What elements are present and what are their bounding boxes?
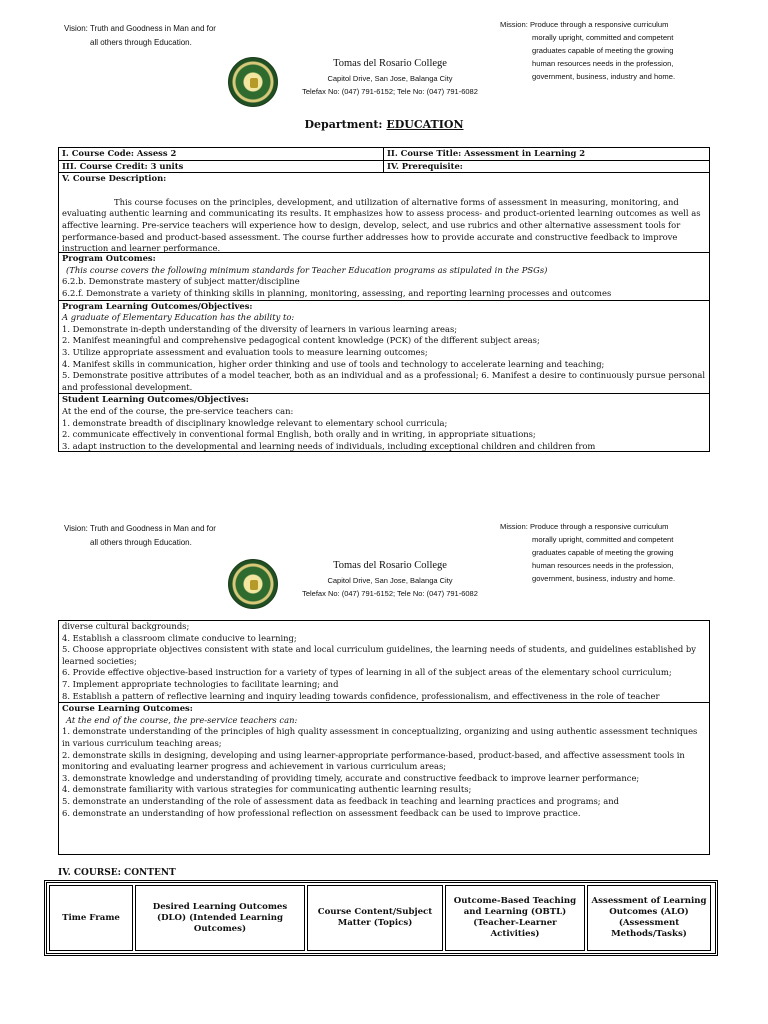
- program-outcomes-section: [59, 253, 709, 300]
- vision-line-2: all others through Education.: [90, 38, 192, 47]
- syllabus-page-1: [0, 0, 768, 500]
- college-seal-icon: [228, 57, 278, 107]
- plo-item: 5. Demonstrate positive attributes of a model teacher, both as an individual and as a professional; 6. Manifest a desire to continuously pursue personal and professional development.: [62, 370, 706, 392]
- vision-statement: [64, 22, 216, 50]
- college-name: Tomas del Rosario College: [333, 58, 447, 69]
- clo-item: 5. demonstrate an understanding of the role of assessment data as feedback in teaching and learning practices and programs; and: [62, 795, 620, 806]
- slo-item: 1. demonstrate breadth of disciplinary knowledge relevant to elementary school curricula;: [62, 417, 448, 428]
- plo-item: 3. Utilize appropriate assessment and evaluation tools to measure learning outcomes;: [62, 346, 428, 357]
- clo-section: [59, 703, 709, 819]
- mission-statement: [500, 18, 710, 83]
- clo-item: 3. demonstrate knowledge and understanding of providing timely, accurate and constructive feedback to improve learner performance;: [62, 772, 640, 783]
- plo-intro: A graduate of Elementary Education has the ability to:: [62, 312, 295, 323]
- plo-item: 2. Manifest meaningful and comprehensive pedagogical content knowledge (PCK) of the different subject areas;: [62, 335, 540, 346]
- header-obtl: Outcome-Based Teaching and Learning (OBTL) (Teacher-Learner Activities): [445, 885, 585, 951]
- mission-line-2: morally upright, committed and competent: [532, 33, 674, 42]
- clo-item: 1. demonstrate understanding of the principles of high quality assessment in conceptualizing, organizing and using authentic assessment techniques in various curriculum teaching areas;: [62, 726, 698, 748]
- slo-item: diverse cultural backgrounds;: [62, 621, 190, 631]
- header-time-frame: Time Frame: [49, 885, 133, 951]
- slo-item: 3. adapt instruction to the developmental and learning needs of individuals, including exceptional children and children from: [62, 440, 596, 451]
- mission-line-1: Mission: Produce through a responsive curriculum: [500, 522, 669, 531]
- header-course-content: Course Content/Subject Matter (Topics): [307, 885, 443, 951]
- clo-heading: Course Learning Outcomes:: [62, 703, 193, 714]
- mission-statement: [500, 520, 710, 585]
- course-content-title: IV. COURSE: CONTENT: [58, 868, 176, 878]
- slo-item: 6. Provide effective objective-based instruction for a variety of types of learning in all of the subject areas of the elementary school curriculum;: [62, 667, 672, 678]
- slo-item: 7. Implement appropriate technologies to facilitate learning; and: [62, 678, 339, 689]
- college-address: Capitol Drive, San Jose, Balanga City: [327, 576, 453, 585]
- header-assessment: Assessment of Learning Outcomes (ALO) (Assessment Methods/Tasks): [587, 885, 711, 951]
- department-heading: [0, 118, 768, 131]
- plo-item: 1. Demonstrate in-depth understanding of the diversity of learners in various learning areas;: [62, 323, 458, 334]
- course-outcomes-box: [58, 620, 710, 855]
- mission-line-5: government, business, industry and home.: [532, 574, 676, 583]
- description-heading: V. Course Description:: [62, 173, 167, 184]
- slo-section: [59, 394, 709, 452]
- prerequisite: IV. Prerequisite:: [387, 160, 463, 171]
- mission-line-4: human resources needs in the profession,: [532, 59, 674, 68]
- slo-continued-section: [59, 621, 709, 703]
- course-title: II. Course Title: Assessment in Learning 2: [387, 148, 586, 158]
- slo-intro: At the end of the course, the pre-service teachers can:: [62, 405, 294, 416]
- slo-item: 5. Choose appropriate objectives consistent with state and local curriculum guidelines, the learning needs of students, and guidelines established by learned societies;: [62, 644, 697, 666]
- college-phone: Telefax No: (047) 791-6152; Tele No: (047) 791-6082: [302, 589, 478, 598]
- course-description-section: [59, 173, 709, 253]
- vision-line-1: Vision: Truth and Goodness in Man and for: [64, 24, 216, 33]
- college-name: Tomas del Rosario College: [333, 560, 447, 571]
- program-outcomes-note: (This course covers the following minimum standards for Teacher Education programs as stipulated in the PSGs): [66, 264, 548, 275]
- mission-line-5: government, business, industry and home.: [532, 72, 676, 81]
- clo-item: 4. demonstrate familiarity with various strategies for communicating authentic learning results;: [62, 784, 472, 795]
- course-content-table: [44, 880, 718, 956]
- plo-item: 4. Manifest skills in communication, higher order thinking and use of tools and technology to accelerate learning and teaching;: [62, 358, 605, 369]
- vision-line-2: all others through Education.: [90, 538, 192, 547]
- course-info-box: [58, 147, 710, 452]
- plo-section: [59, 301, 709, 395]
- clo-item: 2. demonstrate skills in designing, developing and using learner-appropriate performance-based, product-based, and affective assessment tools in monitoring and evaluating learner progress and achievement in various curriculum areas;: [62, 749, 685, 772]
- mission-line-3: graduates capable of meeting the growing: [532, 548, 674, 557]
- slo-item: 2. communicate effectively in conventional formal English, both orally and in writing, in appropriate situations;: [62, 429, 536, 440]
- mission-line-4: human resources needs in the profession,: [532, 561, 674, 570]
- clo-item: 6. demonstrate an understanding of how professional reflection on assessment feedback can be used to improve practice.: [62, 807, 581, 818]
- college-header: [290, 558, 490, 600]
- slo-heading: Student Learning Outcomes/Objectives:: [62, 394, 249, 405]
- plo-heading: Program Learning Outcomes/Objectives:: [62, 300, 253, 311]
- course-credit-row: [59, 161, 709, 174]
- description-text: This course focuses on the principles, development, and utilization of alternative forms of assessment in measuring, monitoring, and evaluating authentic learning and communicating its results. It emphasizes how to assess process- and product-oriented learning outcomes as well as affective learning. Pre-service teachers will experience how to design, develop, select, and use rubrics and other alternative assessment tools for performance-based and product-based assessment. The course further addresses how to provide accurate and constructive feedback to improve instruction and learner performance.: [62, 196, 701, 254]
- college-address: Capitol Drive, San Jose, Balanga City: [327, 74, 453, 83]
- vision-line-1: Vision: Truth and Goodness in Man and for: [64, 524, 216, 533]
- vision-statement: [64, 522, 216, 550]
- slo-item: 4. Establish a classroom climate conducive to learning;: [62, 632, 297, 643]
- college-seal-icon: [228, 559, 278, 609]
- mission-line-3: graduates capable of meeting the growing: [532, 46, 674, 55]
- college-header: [290, 56, 490, 98]
- course-credit: III. Course Credit: 3 units: [59, 161, 384, 173]
- syllabus-page-2: [0, 500, 768, 1024]
- mission-line-2: morally upright, committed and competent: [532, 535, 674, 544]
- clo-intro: At the end of the course, the pre-service teachers can:: [66, 714, 298, 725]
- course-code: I. Course Code: Assess 2: [59, 148, 384, 160]
- department-label: Department:: [304, 118, 383, 131]
- college-phone: Telefax No: (047) 791-6152; Tele No: (047) 791-6082: [302, 87, 478, 96]
- program-outcome-item: 6.2.b. Demonstrate mastery of subject matter/discipline: [62, 276, 300, 287]
- program-outcome-item: 6.2.f. Demonstrate a variety of thinking skills in planning, monitoring, assessing, and reporting learning processes and outcomes: [62, 287, 612, 298]
- course-code-row: [59, 148, 709, 161]
- mission-line-1: Mission: Produce through a responsive curriculum: [500, 20, 669, 29]
- header-desired-learning-outcomes: Desired Learning Outcomes (DLO) (Intended Learning Outcomes): [135, 885, 305, 951]
- slo-item: 8. Establish a pattern of reflective learning and inquiry leading towards confidence, professionalism, and effectiveness in the role of teacher: [62, 690, 660, 701]
- department-value: EDUCATION: [386, 118, 464, 131]
- program-outcomes-heading: Program Outcomes:: [62, 253, 156, 264]
